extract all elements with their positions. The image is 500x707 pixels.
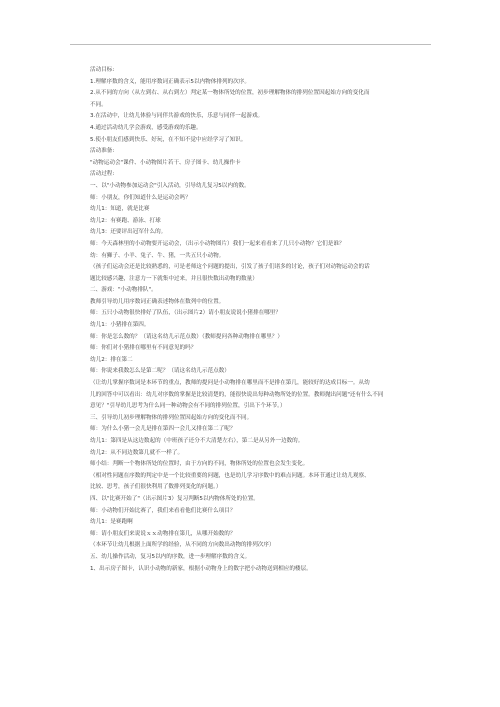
text-line: （相对性问题在序数的判定中是一个比较重要的问题，也是幼儿学习序数中的难点问题。本环节通过让幼儿观察、 [90, 472, 370, 479]
text-line: "动物运动会"课件、小动物图片若干、房子图卡、幼儿操作卡 [90, 159, 241, 166]
text-line: 师：小朋友，你们知道什么是运动会吗？ [90, 194, 191, 201]
text-line: 师：今天森林里的小动物要开运动会，（出示小动物图片）我们一起来看看来了几只小动物？它们是谁？ [90, 240, 345, 247]
text-line: 3.在活动中，让幼儿体验与同伴共游戏的快乐，乐意与同伴一起游戏。 [90, 113, 264, 120]
header-rule [70, 44, 431, 45]
text-line: 师：你是怎么数的？（请这名幼儿示范点数）（教师提问各种动物排在哪里？） [90, 333, 283, 340]
text-line: 5.使小朋友们感到快乐、好玩，在不知不觉中应经学习了知识。 [90, 136, 247, 143]
text-line: 师：请小朋友们来说说ｘｘ动物排在第几，从哪开始数的？ [90, 530, 236, 537]
text-line: 活动准备: [90, 148, 115, 155]
text-line: 儿的回答中可以看出：幼儿对序数的掌握是比较清楚的，能很快说出每种动物所处的位置。教师抛出问题"还有什么不同 [90, 391, 384, 398]
text-line: 幼儿2：从不同边数第几就不一样了。 [90, 449, 184, 456]
text-line: （孩子们运动会还是比较熟悉的，可是老师这个问题的提出，引发了孩子们诸多的讨论，孩子们对动物运动会的话 [90, 264, 370, 271]
text-line: 师：五只小动物很快排好了队伍，（出示图片2）请小朋友说说小猪排在哪里？ [90, 310, 281, 317]
text-line: 师：你说来我数怎么是第二呢？（请这名幼儿示范点数） [90, 368, 230, 375]
text-line: 题比较感兴趣，注意力一下就集中过来，并且很快数出动物的数量） [90, 275, 258, 282]
text-line: 幼儿1：是赛跑啊 [90, 519, 133, 526]
text-line: （让幼儿掌握序数词是本环节的重点，教师的提问是小动物排在哪里而不是排在第几，能较好的达成目标一。从幼 [90, 380, 370, 387]
text-line: 师：为什么小猪一会儿是排在第四一会儿又排在第二了呢？ [90, 426, 236, 433]
text-line: 一、以"小动物参加运动会"引入活动，引导幼儿复习5以内的数。 [90, 182, 250, 189]
text-line: 活动目标: [90, 67, 115, 73]
text-line: 教师引导幼儿用序数词正确表述物体在数列中的位置。 [90, 298, 225, 305]
text-line: 五、幼儿操作活动，复习5以内的序数，进一步理解序数的含义。 [90, 553, 251, 560]
text-line: 4.通过活动幼儿学会游戏，感受游戏的乐趣。 [90, 124, 202, 131]
text-line: 幼儿2：排在第二 [90, 356, 133, 363]
text-line: 幼儿1：知道，就是比赛 [90, 206, 150, 213]
text-line: （本环节让幼儿根据上面所学的经验，从不同的方向数出动物的排列次序） [90, 542, 275, 549]
text-line: 不同。 [90, 101, 107, 108]
text-line: 三、引导幼儿初步理解物体的排列位置因起始方向的变化而不同。 [90, 414, 253, 421]
text-line: 2.从不同的方向（从左到右、从右到左）判定某一物体所处的位置，初步理解物体的排列位置因起始方向的变化而 [90, 90, 370, 97]
text-line: 幼儿1：小猪排在第四。 [90, 322, 150, 329]
text-line: 四、以"比赛开始了"（出示图片3）复习判断5以内物体所处的位置。 [90, 495, 259, 502]
text-line: 师：你们对小猪排在哪里有不同意见的吗？ [90, 345, 197, 352]
text-line: 活动过程: [90, 171, 115, 178]
text-line: 师：小动物们开始比赛了，我们来看看他们比赛什么项目？ [90, 507, 236, 514]
text-line: 幼儿1：第四是从这边数起的（中班孩子还分不大清楚左右），第二是从另外一边数的。 [90, 438, 304, 444]
text-line: 意见？"引导幼儿思考为什么同一种动物会有不同的排列位置，引出下个环节。） [90, 403, 286, 410]
text-line: 二、游戏："小动物排队"。 [90, 287, 157, 294]
text-line: 1、出示房子图卡，认识小动物的新家，根据小动物身上的数字把小动物送到相应的楼层。 [90, 565, 312, 572]
text-line: 比较、思考，孩子们很快利用了数排列变化的问题。） [90, 484, 222, 491]
text-line: 1.理解序数的含义，能用序数词正确表示5以内物体排列的次序。 [90, 78, 250, 85]
text-line: 幼：有狮子、小羊、兔子、牛、猪，一共五只小动物。 [90, 252, 225, 259]
document-body [90, 65, 420, 575]
text-line: 师小结：判断一个物体所处的位置时，由于方向的不同，物体所处的位置也会发生变化。 [90, 461, 309, 468]
text-line: 幼儿3：还要评出冠军什么的。 [90, 229, 167, 236]
text-line: 幼儿2：有赛跑、游泳、打球 [90, 217, 161, 224]
